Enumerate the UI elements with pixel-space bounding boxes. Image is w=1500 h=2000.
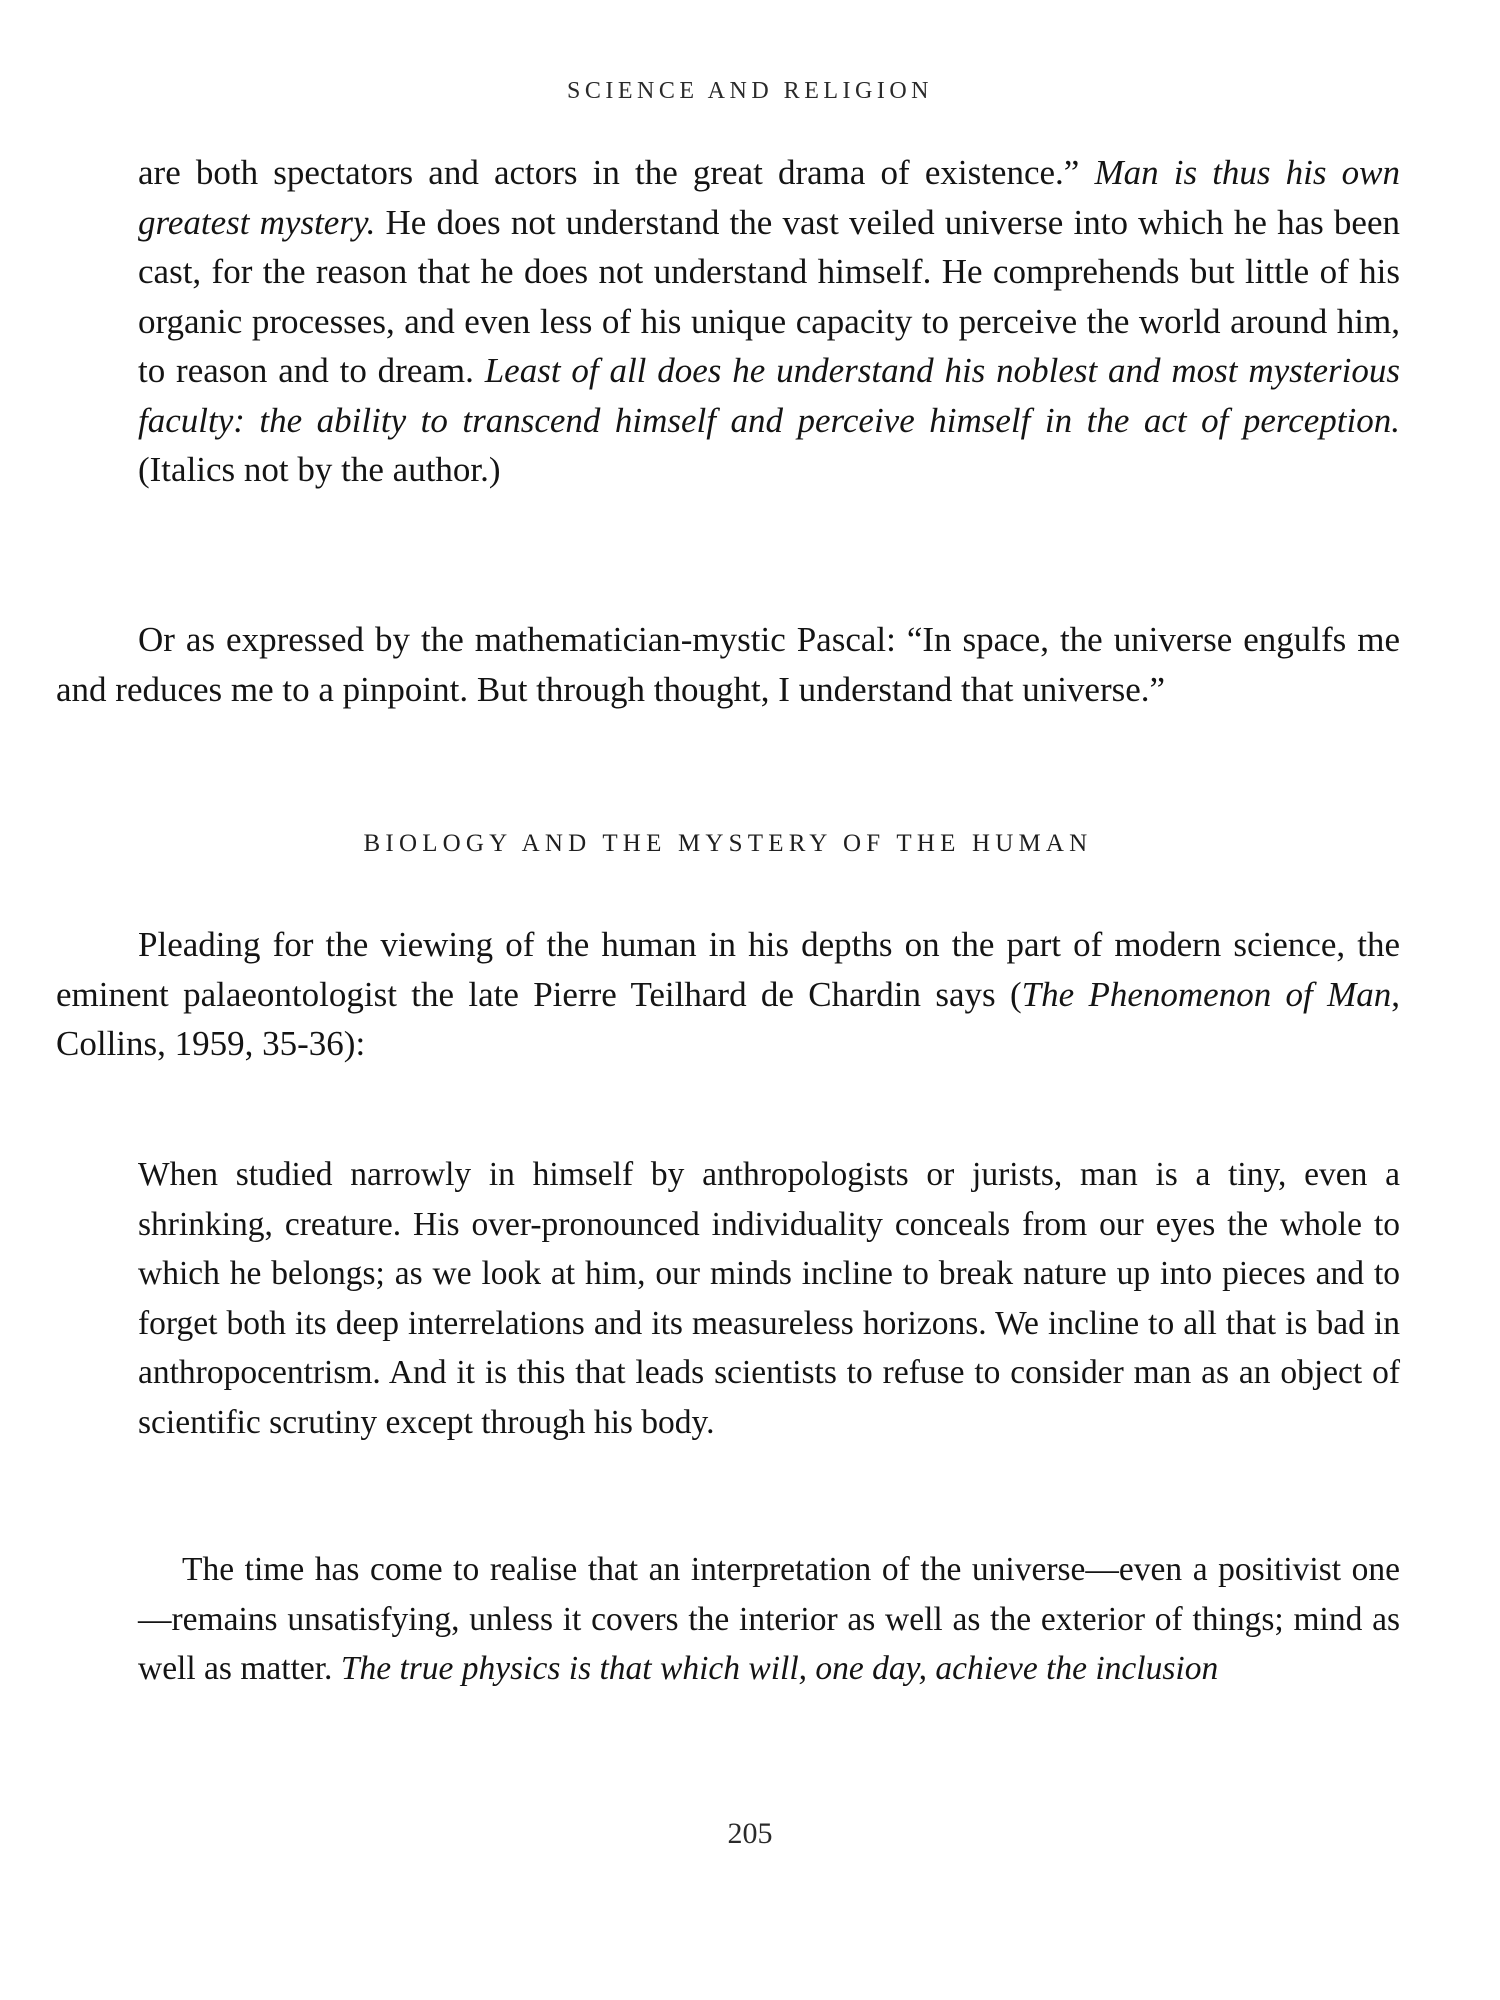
paragraph-1-text: are both spectators and actors in the great drama of existence.” — [138, 153, 1095, 192]
paragraph-1-text: (Italics not by the author.) — [138, 450, 501, 489]
running-head: SCIENCE AND RELIGION — [567, 78, 933, 104]
book-title-italic: The Phenomenon of Man — [1021, 974, 1392, 1014]
paragraph-3 — [56, 920, 1400, 1069]
paragraph-1-italic: Man is thus his own greatest mystery. — [138, 153, 1400, 242]
paragraph-1-text: He does not understand the vast veiled universe into which he has been cast, for the reason that he does not understand himself. He comprehends but little of his organic processes, and even less of his unique capacity to perceive the world around him, to reason and to dream. — [138, 202, 1401, 390]
paragraph-1-italic: Least of all does he understand his noblest and most mysterious faculty: the ability to transcend himself and perceive himself in the act of perception. — [138, 351, 1401, 440]
paragraph-3-text: Pleading for the viewing of the human in his depths on the part of modern science, the eminent palaeontologist the late Pierre Teilhard de Chardin says ( — [56, 925, 1400, 1014]
paragraph-1 — [138, 148, 1400, 495]
block-quote-2-italic: The true physics is that which will, one day, achieve the inclusion — [340, 1650, 1219, 1688]
paragraph-2: Or as expressed by the mathematician-mystic Pascal: “In space, the universe engulfs me and reduces me to a pinpoint. But through thought, I understand that universe.” — [56, 620, 1400, 709]
block-quote-2 — [138, 1545, 1400, 1694]
paragraph-3-text: , Collins, 1959, 35-36): — [56, 974, 1400, 1063]
block-quote-2-text: The time has come to realise that an interpretation of the universe—even a positivist one—remains unsatisfying, unless it covers the interior as well as the exterior of things; mind as well as matter. — [138, 1551, 1400, 1688]
page-number: 205 — [727, 1817, 773, 1850]
section-heading: BIOLOGY AND THE MYSTERY OF THE HUMAN — [363, 830, 1093, 857]
block-quote-1: When studied narrowly in himself by anthropologists or jurists, man is a tiny, even a shrinking, creature. His over-pronounced individuality conceals from our eyes the whole to which he belongs; as we look at him, our minds incline to break nature up into pieces and to forget both its deep interrelations and its measureless horizons. We incline to all that is bad in anthropocentrism. And it is this that leads scientists to refuse to consider man as an object of scientific scrutiny except through his body. — [138, 1156, 1400, 1441]
